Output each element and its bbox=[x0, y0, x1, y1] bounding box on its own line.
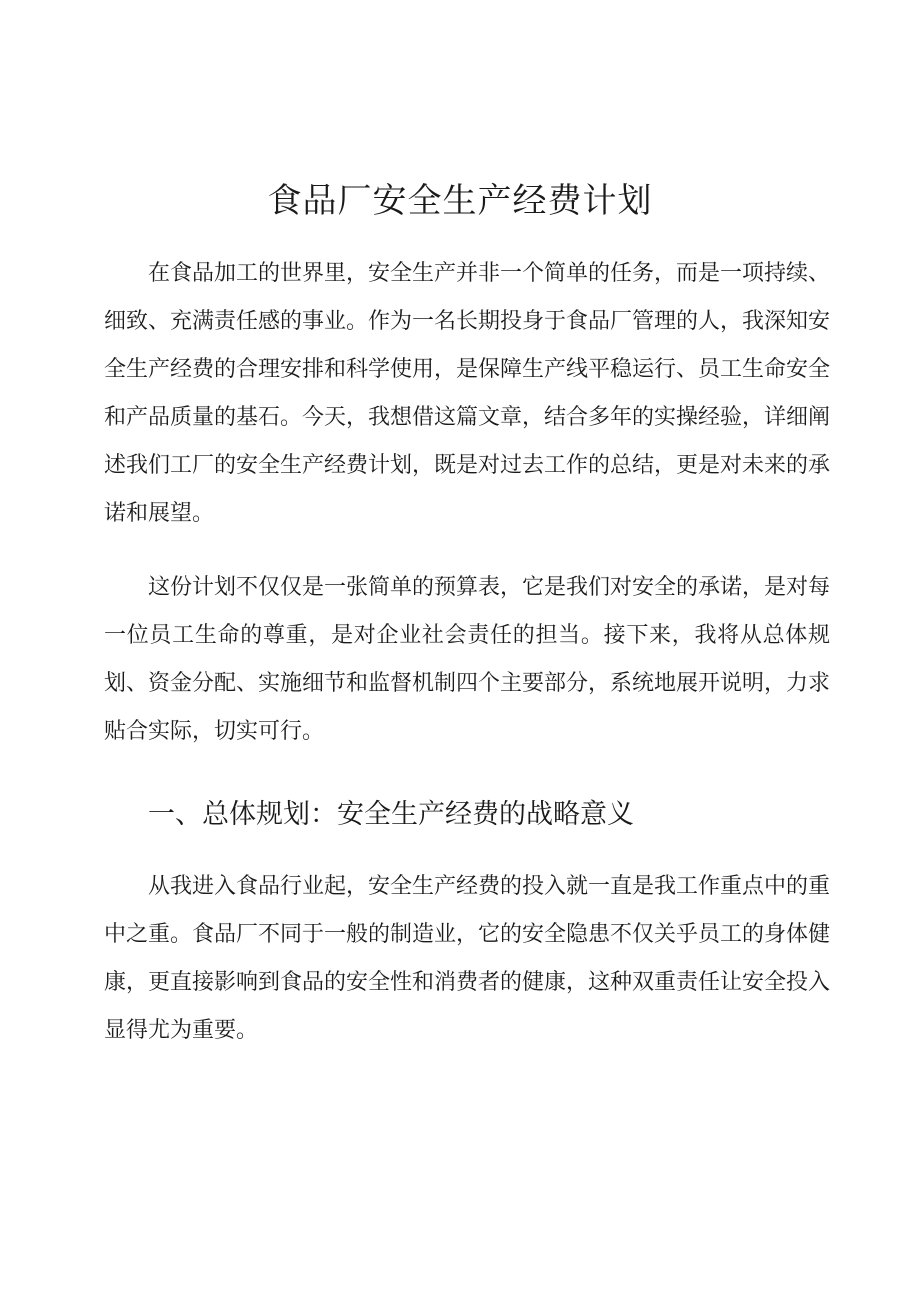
section-heading-1: 一、总体规划：安全生产经费的战略意义 bbox=[148, 799, 634, 830]
document-title: 食品厂安全生产经费计划 bbox=[267, 181, 653, 221]
intro-paragraph-2: 这份计划不仅仅是一张简单的预算表，它是我们对安全的承诺，是对每一位员工生命的尊重，是对企业社会责任的担当。接下来，我将从总体规划、资金分配、实施细节和监督机制四个主要部分，系统地展开说明，力求贴合实际，切实可行。 bbox=[104, 575, 831, 744]
section-1-paragraph-1: 从我进入食品行业起，安全生产经费的投入就一直是我工作重点中的重中之重。食品厂不同于一般的制造业，它的安全隐患不仅关乎员工的身体健康，更直接影响到食品的安全性和消费者的健康，这种双重责任让安全投入显得尤为重要。 bbox=[104, 874, 831, 1043]
intro-paragraph-1: 在食品加工的世界里，安全生产并非一个简单的任务，而是一项持续、细致、充满责任感的事业。作为一名长期投身于食品厂管理的人，我深知安全生产经费的合理安排和科学使用，是保障生产线平稳运行、员工生命安全和产品质量的基石。今天，我想借这篇文章，结合多年的实操经验，详细阐述我们工厂的安全生产经费计划，既是对过去工作的总结，更是对未来的承诺和展望。 bbox=[104, 261, 831, 526]
